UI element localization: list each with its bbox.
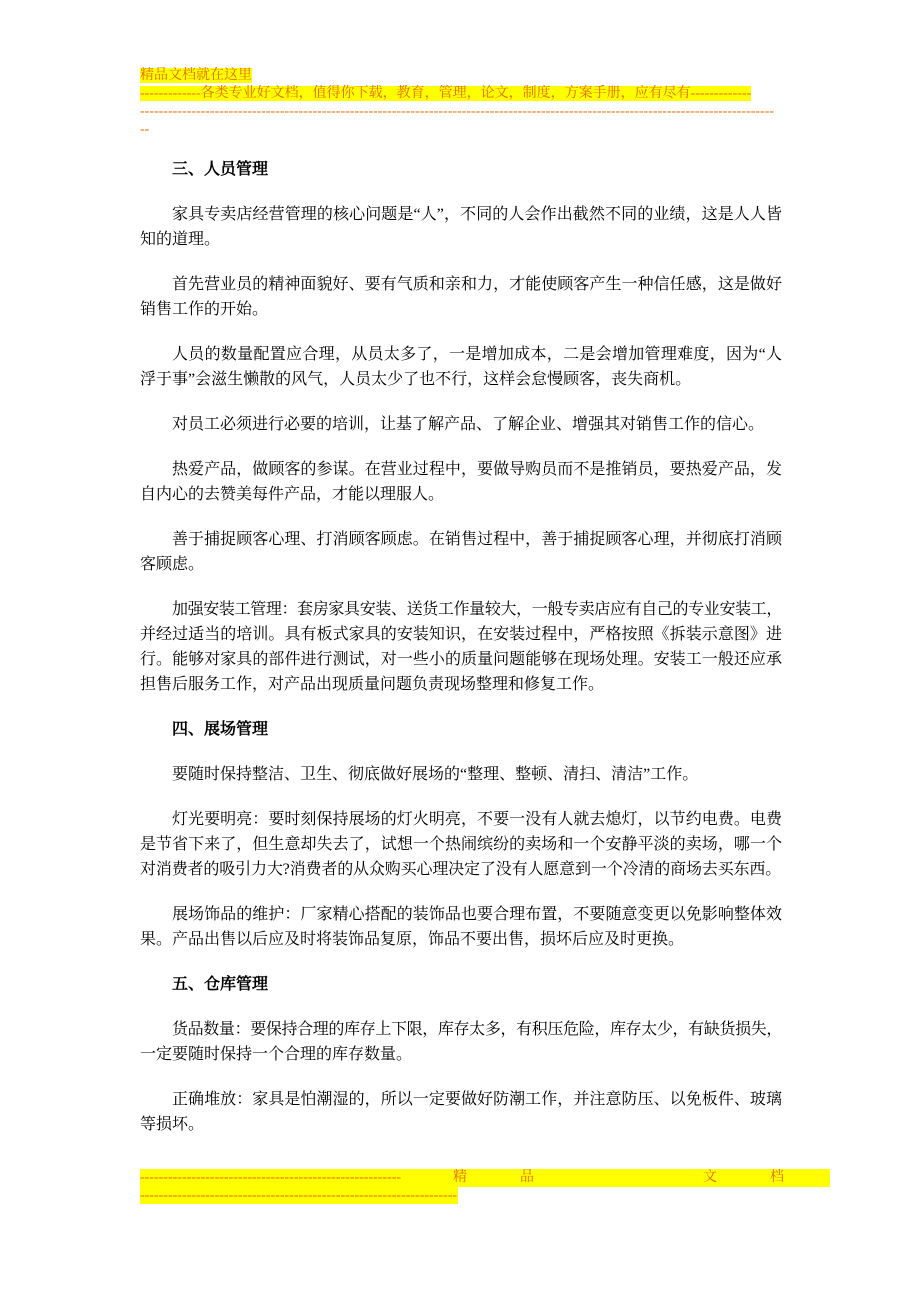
paragraph-line: 自内心的去赞美每件产品，才能以理服人。	[140, 486, 445, 503]
footer-banner	[140, 1169, 830, 1204]
paragraph	[140, 902, 782, 952]
paragraph	[140, 807, 782, 882]
paragraph-line: 对员工必须进行必要的培训，让基了解产品、了解企业、增强其对销售工作的信心。	[172, 416, 765, 433]
footer-label-char: 精	[453, 1170, 467, 1185]
paragraph-line: 正确堆放：家具是怕潮湿的，所以一定要做好防潮工作，并注意防压、以免板件、玻璃	[172, 1091, 782, 1108]
paragraph-line: 销售工作的开始。	[140, 301, 269, 318]
footer-rule: --------------------------------------------------------	[140, 1170, 402, 1185]
paragraph	[140, 597, 782, 697]
document-body	[140, 157, 782, 1157]
paragraph	[140, 342, 782, 392]
paragraph-line: 热爱产品，做顾客的参谋。在营业过程中，要做导购员而不是推销员，要热爱产品，发	[172, 461, 782, 478]
paragraph-line: 首先营业员的精神面貌好、要有气质和亲和力，才能使顾客产生一种信任感，这是做好	[172, 276, 782, 293]
footer-label-char: 档	[770, 1170, 784, 1185]
section-heading: 三、人员管理	[172, 161, 269, 178]
paragraph-line: 善于捕捉顾客心理、打消顾客顾虑。在销售过程中，善于捕捉顾客心理，并彻底打消顾	[172, 531, 782, 548]
paragraph-line: 对消费者的吸引力大?消费者的从众购买心理决定了没有人愿意到一个冷清的商场去买东西。	[140, 861, 782, 878]
paragraph	[140, 1087, 782, 1137]
header-banner	[140, 67, 800, 139]
paragraph-line: 加强安装工管理：套房家具安装、送货工作量较大，一般专卖店应有自己的专业安装工，	[172, 601, 782, 618]
paragraph-line: 要随时保持整洁、卫生、彻底做好展场的“整理、整顿、清扫、清洁”工作。	[172, 766, 699, 783]
paragraph	[140, 202, 782, 252]
footer-band	[140, 1169, 830, 1187]
section-heading: 四、展场管理	[172, 721, 269, 738]
paragraph-line: 果。产品出售以后应及时将装饰品复原，饰品不要出售，损坏后应及时更换。	[140, 931, 685, 948]
paragraph-line: 灯光要明亮：要时刻保持展场的灯火明亮，不要一没有人就去熄灯，以节约电费。电费	[172, 811, 782, 828]
paragraph-line: 等损坏。	[140, 1116, 205, 1133]
paragraph-line: 浮于事”会滋生懒散的风气，人员太少了也不行，这样会怠慢顾客，丧失商机。	[140, 371, 692, 388]
footer-label-char: 品	[520, 1170, 534, 1185]
paragraph	[140, 457, 782, 507]
paragraph-line: 是节省下来了，但生意却失去了，试想一个热闹缤纷的卖场和一个安静平淡的卖场，哪一个	[140, 836, 782, 853]
paragraph-line: 人员的数量配置应合理，从员太多了，一是增加成本，二是会增加管理难度，因为“人	[172, 346, 782, 363]
paragraph-line: 担售后服务工作，对产品出现质量问题负责现场整理和修复工作。	[140, 676, 605, 693]
footer-label-char: 文	[703, 1170, 717, 1185]
paragraph-line: 家具专卖店经营管理的核心问题是“人”，不同的人会作出截然不同的业绩，这是人人皆	[172, 206, 782, 223]
footer-rule-bottom: --------------------------------------------------------------------	[140, 1188, 458, 1203]
section-heading: 五、仓库管理	[172, 976, 269, 993]
banner-tagline-row	[140, 85, 800, 103]
paragraph-line: 知的道理。	[140, 231, 221, 248]
banner-title-row	[140, 67, 800, 85]
banner-tagline: -------------各类专业好文档，值得你下载，教育，管理，论文，制度，方案手册，应有尽有-------------	[140, 86, 752, 101]
paragraph-line: 货品数量：要保持合理的库存上下限，库存太多，有积压危险，库存太少，有缺货损失，	[172, 1021, 782, 1038]
banner-title: 精品文档就在这里	[140, 68, 252, 83]
paragraph-line: 客顾虑。	[140, 556, 205, 573]
paragraph	[140, 762, 782, 787]
paragraph-line: 一定要随时保持一个合理的库存数量。	[140, 1046, 413, 1063]
paragraph-line: 展场饰品的维护：厂家精心搭配的装饰品也要合理布置，不要随意变更以免影响整体效	[172, 906, 782, 923]
paragraph	[140, 527, 782, 577]
paragraph-line: 并经过适当的培训。具有板式家具的安装知识，在安装过程中，严格按照《拆装示意图》进	[140, 626, 782, 643]
header-rule: ----------------------------------------------------------------------------------------------------------------------------------------	[140, 104, 775, 119]
paragraph	[140, 1017, 782, 1067]
paragraph	[140, 272, 782, 322]
paragraph	[140, 412, 782, 437]
paragraph-line: 行。能够对家具的部件进行测试，对一些小的质量问题能够在现场处理。安装工一般还应承	[140, 651, 782, 668]
header-rule-tail: --	[140, 122, 150, 137]
